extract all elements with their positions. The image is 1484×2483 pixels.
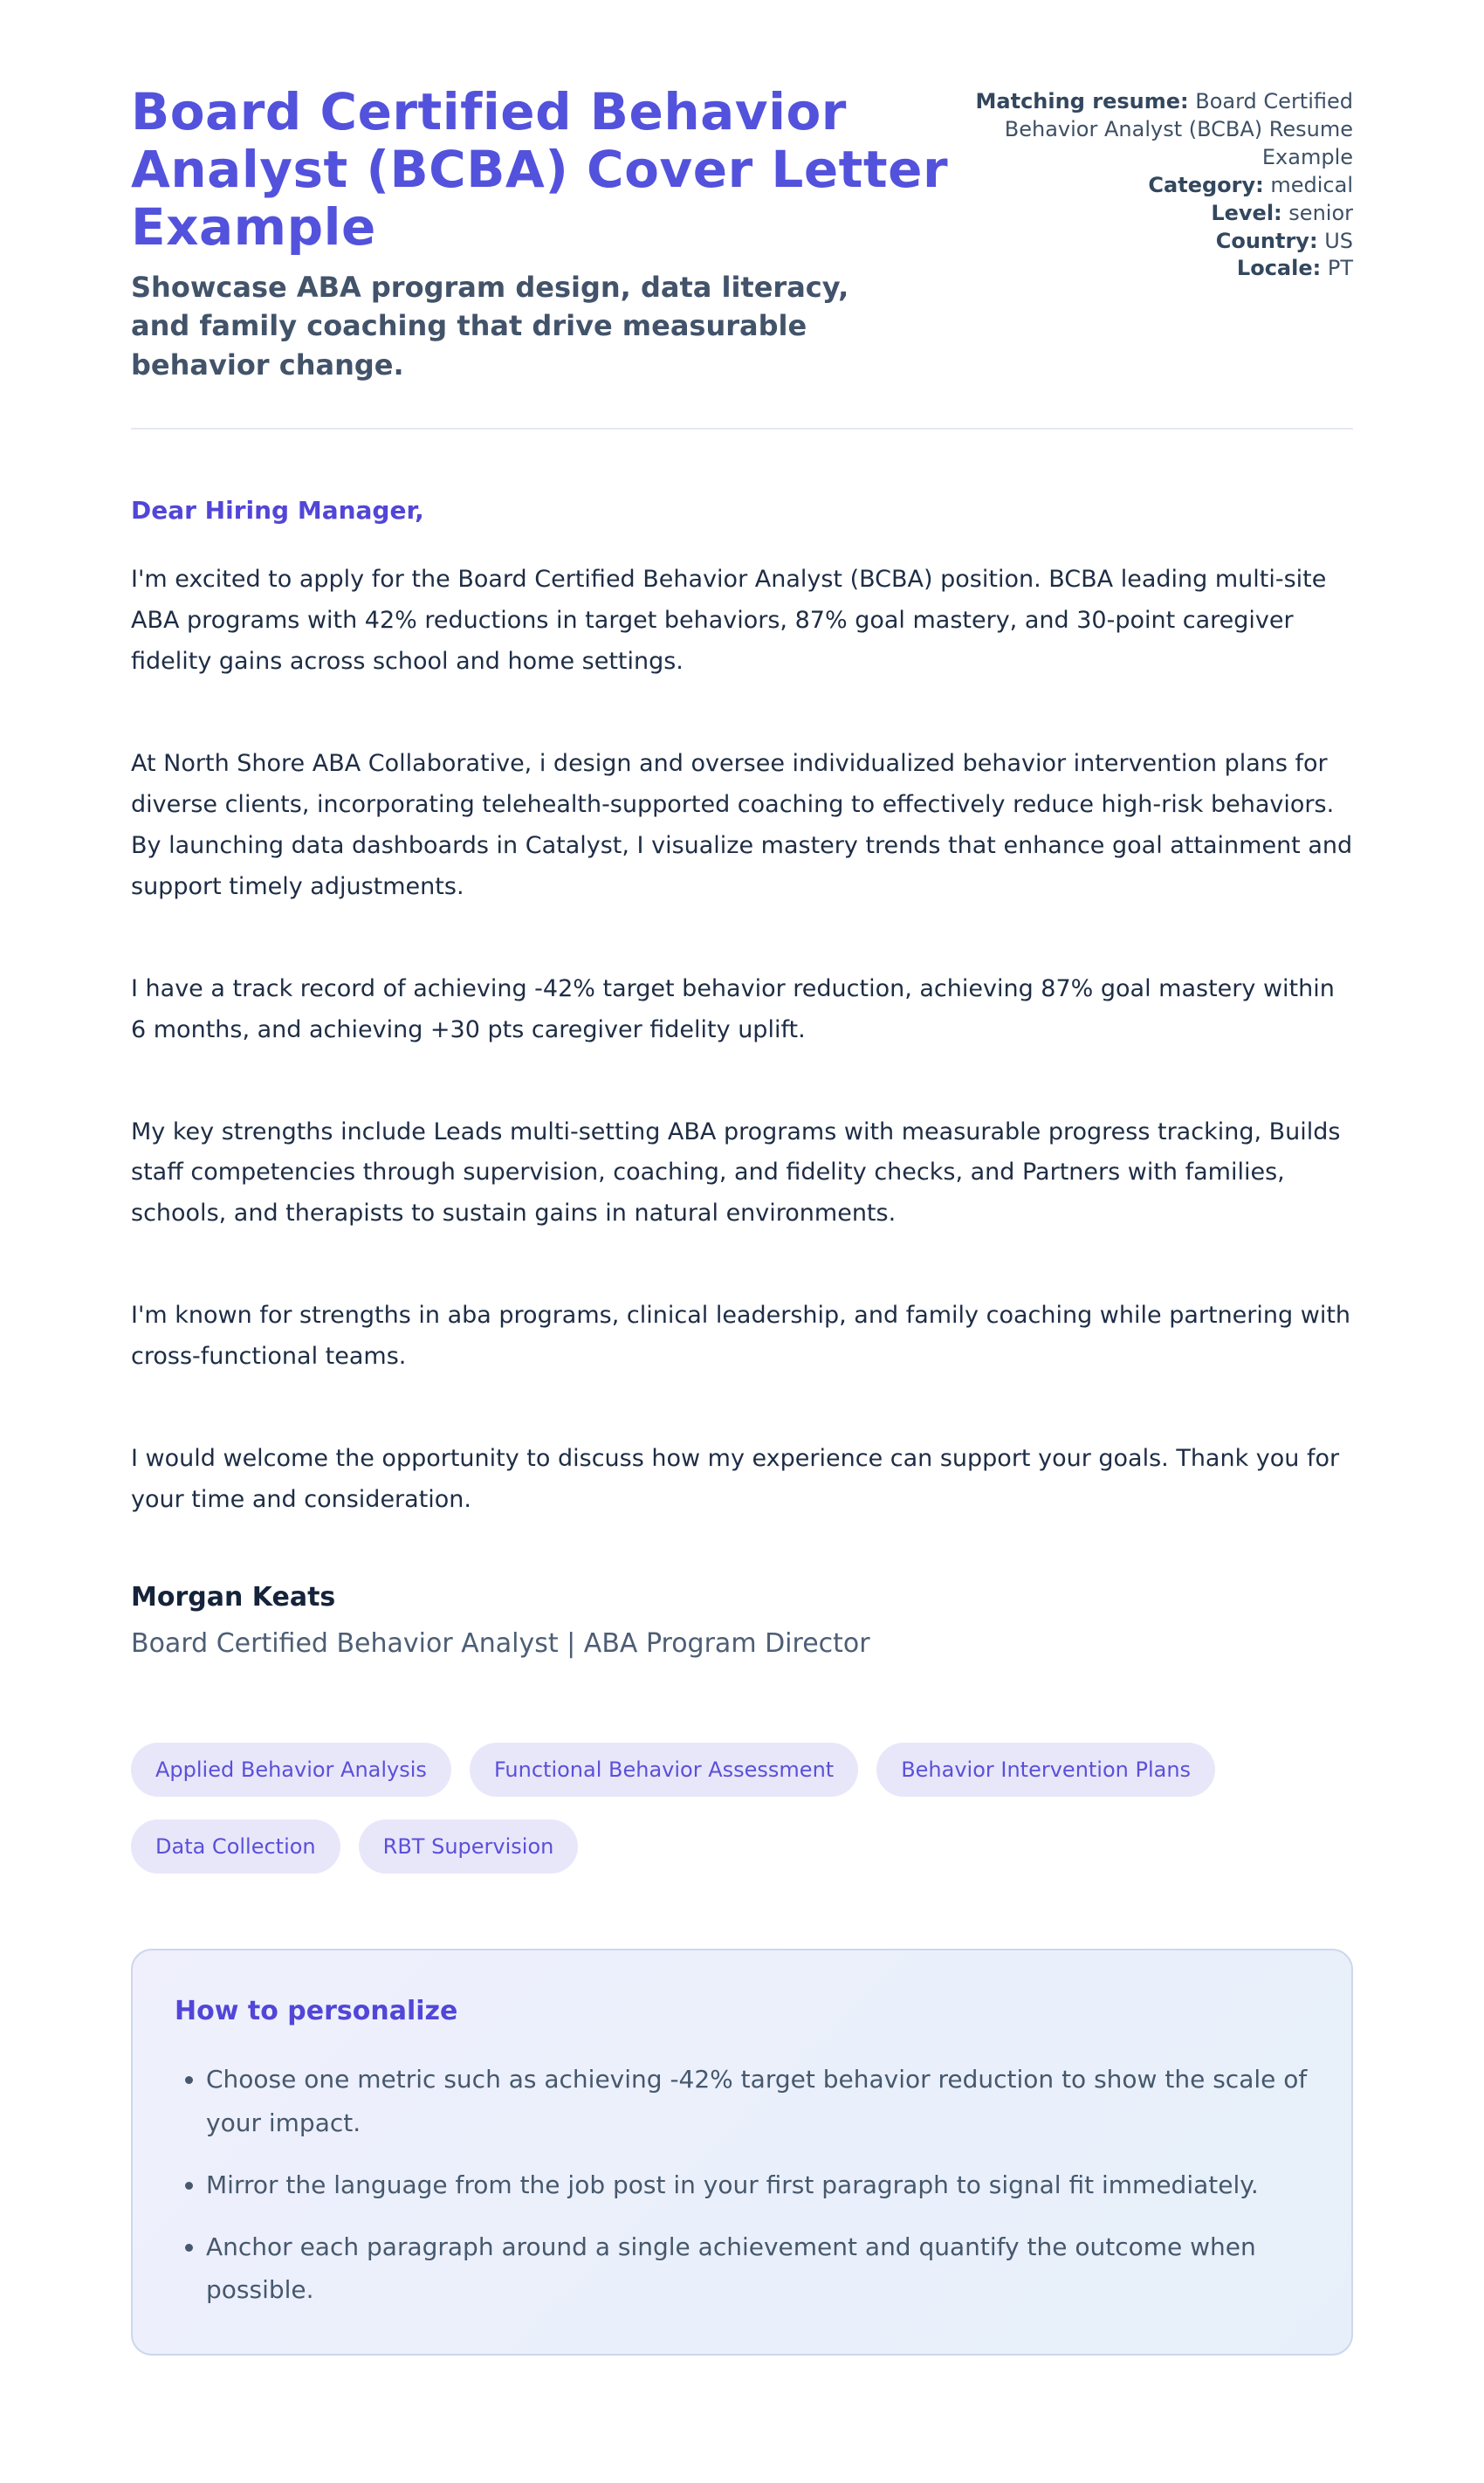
meta-value: Board Certified Behavior Analyst (BCBA) Resume Example xyxy=(1004,89,1353,169)
cover-letter-body xyxy=(131,496,1353,1660)
tips-list xyxy=(175,2058,1309,2311)
tip-item: • Mirror the language from the job post in your first paragraph to signal fit immediately. xyxy=(206,2163,1309,2206)
meta-value: medical xyxy=(1270,172,1353,197)
meta-label: Category: xyxy=(1148,172,1264,197)
meta-category xyxy=(960,172,1353,200)
cover-letter-page xyxy=(131,0,1353,2420)
tag-applied-behavior-analysis[interactable]: Applied Behavior Analysis xyxy=(131,1743,451,1797)
tag-behavior-intervention-plans[interactable]: Behavior Intervention Plans xyxy=(876,1743,1215,1797)
meta-country xyxy=(960,228,1353,256)
resume-meta-block xyxy=(960,83,1353,283)
meta-label: Locale: xyxy=(1236,256,1322,281)
tag-functional-behavior-assessment[interactable]: Functional Behavior Assessment xyxy=(470,1743,858,1797)
meta-value: US xyxy=(1324,228,1353,253)
meta-label: Country: xyxy=(1215,228,1318,253)
meta-value: PT xyxy=(1327,256,1353,281)
skill-tags xyxy=(131,1743,1222,1874)
page-header xyxy=(131,83,1353,384)
tip-item: • Choose one metric such as achieving -42% target behavior reduction to show the scale of your impact. xyxy=(206,2058,1309,2144)
letter-paragraph: At North Shore ABA Collaborative, i design and oversee individualized behavior intervention plans for diverse clients, incorporating telehealth-supported coaching to effectively reduce high-risk behaviors. By launching data dashboards in Catalyst, I visualize mastery trends that enhance goal attainment and support timely adjustments. xyxy=(131,749,1353,900)
letter-paragraph: I have a track record of achieving -42% target behavior reduction, achieving 87% goal mastery within 6 months, and achieving +30 pts caregiver fidelity uplift. xyxy=(131,974,1335,1043)
meta-label: Matching resume: xyxy=(975,89,1189,113)
header-divider xyxy=(131,428,1353,430)
tag-rbt-supervision[interactable]: RBT Supervision xyxy=(359,1819,579,1874)
header-title-block xyxy=(131,83,960,384)
tips-heading: How to personalize xyxy=(175,1996,458,2027)
page-title: Board Certified Behavior Analyst (BCBA) Cover Letter Example xyxy=(131,82,949,258)
signature-role: Board Certified Behavior Analyst | ABA Program Director xyxy=(131,1628,870,1660)
meta-value: senior xyxy=(1288,200,1353,225)
meta-level xyxy=(960,200,1353,228)
letter-paragraph: I'm excited to apply for the Board Certified Behavior Analyst (BCBA) position. BCBA leading multi-site ABA programs with 42% reductions in target behaviors, 87% goal mastery, and 30-point caregiver fidelity gains across school and home settings. xyxy=(131,565,1327,675)
tip-item: • Anchor each paragraph around a single achievement and quantify the outcome when possible. xyxy=(206,2225,1309,2312)
meta-label: Level: xyxy=(1211,200,1282,225)
letter-greeting: Dear Hiring Manager, xyxy=(131,495,424,525)
signature-name: Morgan Keats xyxy=(131,1582,336,1613)
page-subtitle: Showcase ABA program design, data literacy, and family coaching that drive measurable behavior change. xyxy=(131,271,849,382)
letter-paragraph: I'm known for strengths in aba programs, clinical leadership, and family coaching while partnering with cross-functional teams. xyxy=(131,1302,1351,1371)
letter-paragraph: I would welcome the opportunity to discuss how my experience can support your goals. Thank you for your time and consideration. xyxy=(131,1445,1340,1514)
how-to-personalize-box xyxy=(131,1949,1353,2355)
tag-data-collection[interactable]: Data Collection xyxy=(131,1819,340,1874)
signature-block xyxy=(131,1582,1353,1659)
meta-matching-resume xyxy=(960,88,1353,172)
letter-paragraph: My key strengths include Leads multi-setting ABA programs with measurable progress tracking, Builds staff competencies through supervision, coaching, and fidelity checks, and Partners with families, schools, and therapists to sustain gains in natural environments. xyxy=(131,1118,1341,1228)
meta-locale xyxy=(960,255,1353,283)
